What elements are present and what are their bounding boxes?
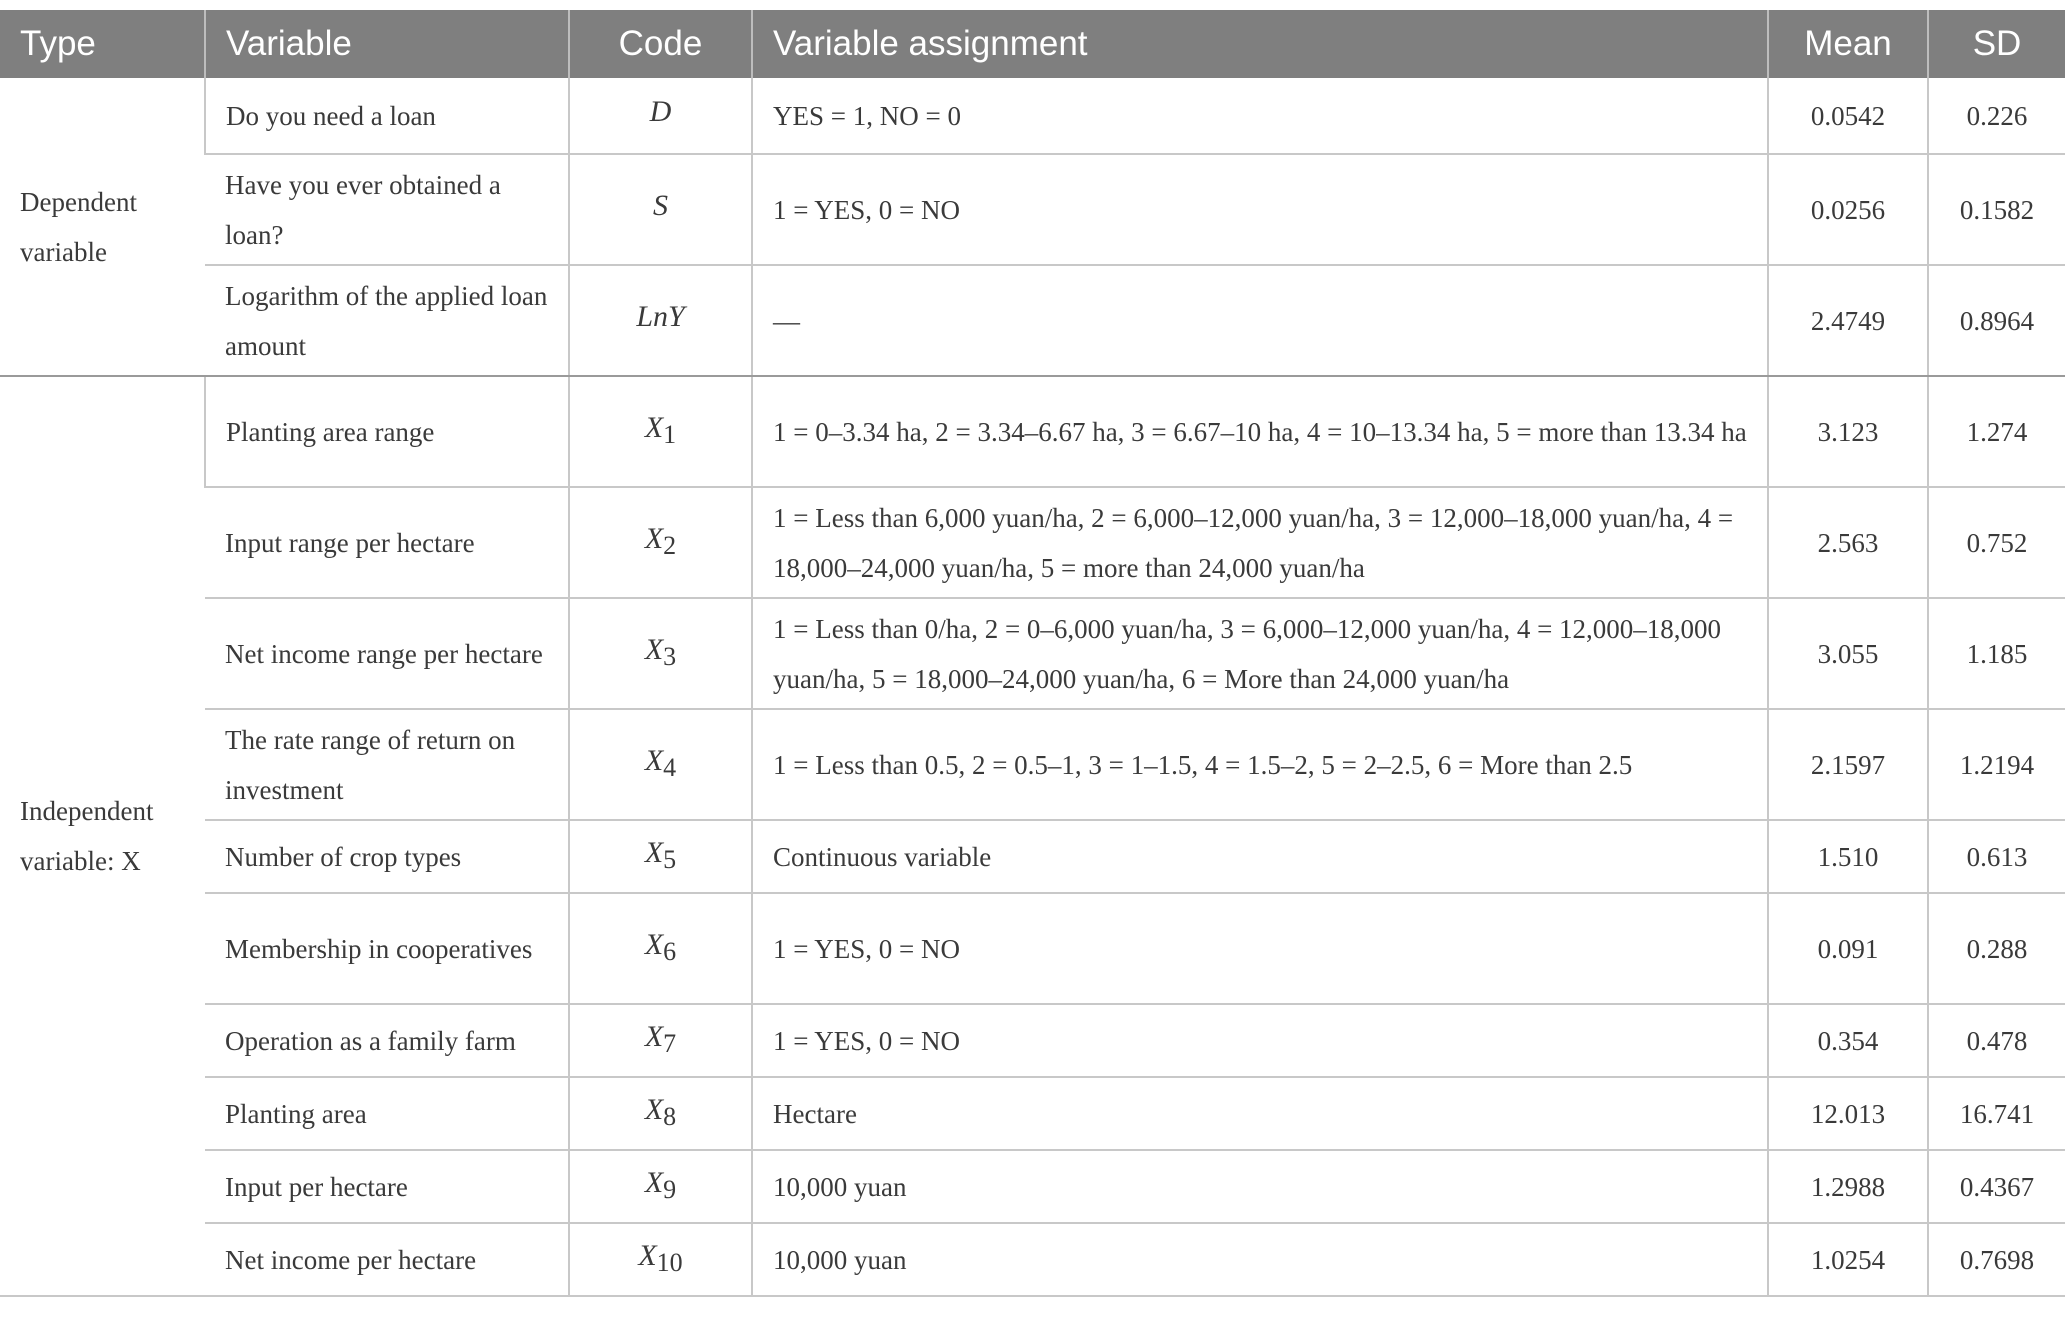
mean-cell: 2.563: [1768, 487, 1928, 598]
code-cell: $X_2$: [569, 487, 752, 598]
assignment-cell: 1 = 0–3.34 ha, 2 = 3.34–6.67 ha, 3 = 6.67–10 ha, 4 = 10–13.34 ha, 5 = more than 13.34 ha: [752, 376, 1768, 487]
assignment-cell: Hectare: [752, 1077, 1768, 1150]
mean-cell: 0.0256: [1768, 154, 1928, 265]
variable-cell: The rate range of return on investment: [205, 709, 569, 820]
sd-cell: 1.185: [1928, 598, 2065, 709]
mean-cell: 1.0254: [1768, 1223, 1928, 1296]
sd-cell: 0.478: [1928, 1004, 2065, 1077]
assignment-cell: 1 = Less than 6,000 yuan/ha, 2 = 6,000–12,000 yuan/ha, 3 = 12,000–18,000 yuan/ha, 4 = 18,000–24,000 yuan/ha, 5 = more than 24,000 yuan/ha: [752, 487, 1768, 598]
sd-cell: 1.274: [1928, 376, 2065, 487]
header-mean: Mean: [1768, 10, 1928, 78]
table-row: [0, 709, 2065, 820]
assignment-cell: 1 = YES, 0 = NO: [752, 893, 1768, 1004]
variable-cell: Planting area range: [205, 376, 569, 487]
code-cell: $X_9$: [569, 1150, 752, 1223]
assignment-cell: 10,000 yuan: [752, 1150, 1768, 1223]
variable-cell: Have you ever obtained a loan?: [205, 154, 569, 265]
table-row: [0, 376, 2065, 487]
sd-cell: 0.613: [1928, 820, 2065, 893]
table-row: [0, 154, 2065, 265]
variable-cell: Input range per hectare: [205, 487, 569, 598]
variable-cell: Membership in cooperatives: [205, 893, 569, 1004]
variable-cell: Net income per hectare: [205, 1223, 569, 1296]
sd-cell: 0.288: [1928, 893, 2065, 1004]
variable-cell: Do you need a loan: [205, 78, 569, 154]
code-cell: $X_5$: [569, 820, 752, 893]
assignment-cell: YES = 1, NO = 0: [752, 78, 1768, 154]
mean-cell: 12.013: [1768, 1077, 1928, 1150]
code-cell: $X_3$: [569, 598, 752, 709]
table-row: [0, 78, 2065, 154]
assignment-cell: 1 = Less than 0.5, 2 = 0.5–1, 3 = 1–1.5, 4 = 1.5–2, 5 = 2–2.5, 6 = More than 2.5: [752, 709, 1768, 820]
variable-cell: Net income range per hectare: [205, 598, 569, 709]
sd-cell: 1.2194: [1928, 709, 2065, 820]
code-cell: $X_8$: [569, 1077, 752, 1150]
sd-cell: 0.7698: [1928, 1223, 2065, 1296]
code-cell: LnY: [569, 265, 752, 376]
sd-cell: 0.1582: [1928, 154, 2065, 265]
table-header-row: [0, 10, 2065, 78]
mean-cell: 1.2988: [1768, 1150, 1928, 1223]
variables-table: [0, 10, 2065, 1297]
table-row: [0, 1077, 2065, 1150]
sd-cell: 0.752: [1928, 487, 2065, 598]
variable-cell: Operation as a family farm: [205, 1004, 569, 1077]
assignment-cell: 1 = YES, 0 = NO: [752, 1004, 1768, 1077]
code-cell: D: [569, 78, 752, 154]
code-cell: $X_4$: [569, 709, 752, 820]
header-type: Type: [0, 10, 205, 78]
code-cell: $X_{10}$: [569, 1223, 752, 1296]
table-row: [0, 893, 2065, 1004]
table-row: [0, 265, 2065, 376]
mean-cell: 0.354: [1768, 1004, 1928, 1077]
mean-cell: 0.0542: [1768, 78, 1928, 154]
variable-cell: Logarithm of the applied loan amount: [205, 265, 569, 376]
table-row: [0, 1150, 2065, 1223]
sd-cell: 16.741: [1928, 1077, 2065, 1150]
variable-cell: Planting area: [205, 1077, 569, 1150]
mean-cell: 2.4749: [1768, 265, 1928, 376]
header-sd: SD: [1928, 10, 2065, 78]
code-cell: $X_7$: [569, 1004, 752, 1077]
sd-cell: 0.226: [1928, 78, 2065, 154]
header-variable: Variable: [205, 10, 569, 78]
assignment-cell: 10,000 yuan: [752, 1223, 1768, 1296]
code-cell: $X_6$: [569, 893, 752, 1004]
assignment-cell: —: [752, 265, 1768, 376]
mean-cell: 2.1597: [1768, 709, 1928, 820]
code-cell: $X_1$: [569, 376, 752, 487]
assignment-cell: 1 = Less than 0/ha, 2 = 0–6,000 yuan/ha, 3 = 6,000–12,000 yuan/ha, 4 = 12,000–18,000 yuan/ha, 5 = 18,000–24,000 yuan/ha, 6 = More than 24,000 yuan/ha: [752, 598, 1768, 709]
mean-cell: 1.510: [1768, 820, 1928, 893]
code-cell: S: [569, 154, 752, 265]
mean-cell: 3.123: [1768, 376, 1928, 487]
header-code: Code: [569, 10, 752, 78]
table-row: [0, 1004, 2065, 1077]
assignment-cell: 1 = YES, 0 = NO: [752, 154, 1768, 265]
variable-cell: Number of crop types: [205, 820, 569, 893]
type-cell-independent: Independent variable: X: [0, 376, 205, 1296]
mean-cell: 3.055: [1768, 598, 1928, 709]
header-variable-assignment: Variable assignment: [752, 10, 1768, 78]
table-row: [0, 487, 2065, 598]
mean-cell: 0.091: [1768, 893, 1928, 1004]
table-row: [0, 820, 2065, 893]
assignment-cell: Continuous variable: [752, 820, 1768, 893]
type-cell-dependent: Dependent variable: [0, 78, 205, 376]
variable-cell: Input per hectare: [205, 1150, 569, 1223]
table-row: [0, 598, 2065, 709]
sd-cell: 0.4367: [1928, 1150, 2065, 1223]
sd-cell: 0.8964: [1928, 265, 2065, 376]
table-row: [0, 1223, 2065, 1296]
